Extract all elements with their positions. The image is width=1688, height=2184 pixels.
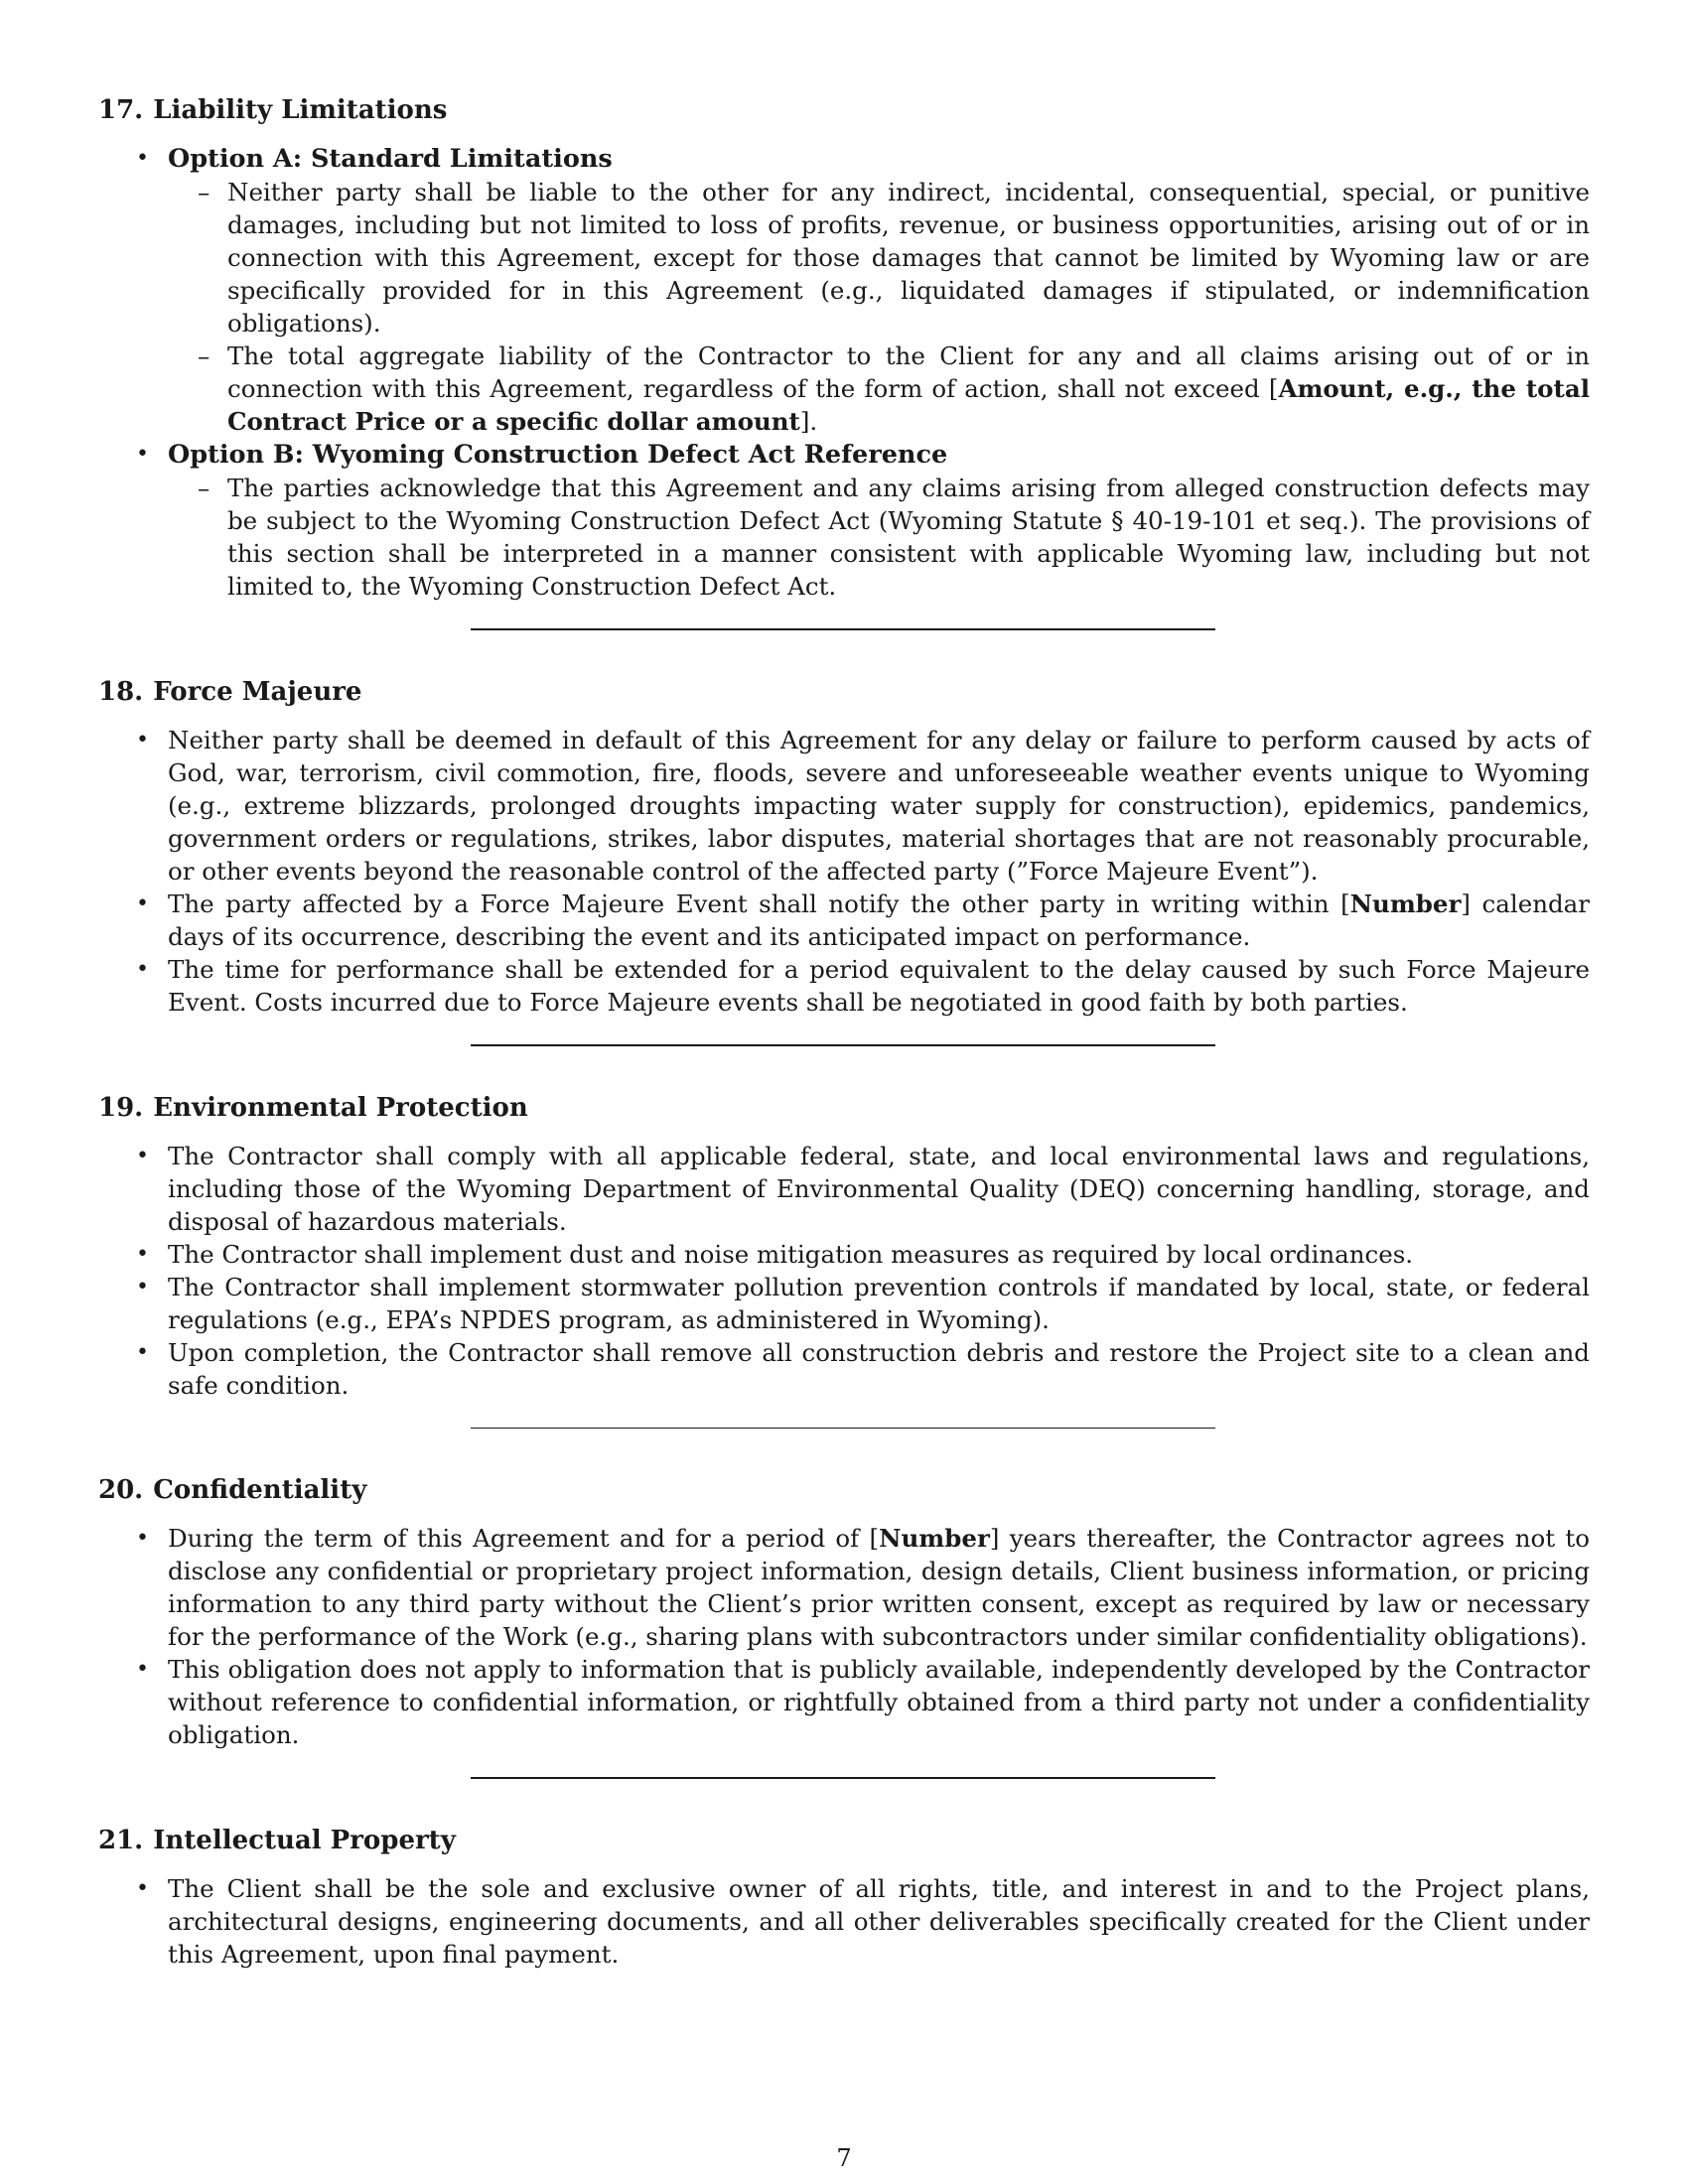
option-a-title: Option A: Standard Limitations: [168, 144, 613, 174]
list-item: • Neither party shall be deemed in default of this Agreement for any delay or failure to perform caused by acts of God, war, terrorism, civil commotion, fire, floods, severe and unforeseeable weather events unique to Wyoming (e.g., extreme blizzards, prolonged droughts impacting water supply for construction), epidemics, pandemics, government orders or regulations, strikes, labor disputes, material shortages that are not reasonably procurable, or other events beyond the reasonable control of the affected party (”Force Majeure Event”).: [98, 724, 1590, 887]
list-item: • This obligation does not apply to information that is publicly available, independently developed by the Contractor without reference to confidential information, or rightfully obtained from a third party not under a confidentiality obligation.: [98, 1653, 1590, 1751]
list-item: • During the term of this Agreement and for a period of [Number] years thereafter, the Contractor agrees not to disclose any confidential or proprietary project information, design details, Client business information, or pricing information to any third party without the Client’s prior written consent, except as required by law or necessary for the performance of the Work (e.g., sharing plans with subcontractors under similar confidentiality obligations).: [98, 1522, 1590, 1653]
list-item: • The Contractor shall implement stormwater pollution prevention controls if mandated by local, state, or federal regulations (e.g., EPA’s NPDES program, as administered in Wyoming).: [98, 1271, 1590, 1336]
section-18: [98, 676, 1590, 1019]
option-a-item: [98, 142, 1590, 438]
section-17: [98, 94, 1590, 603]
list-item: • The Contractor shall comply with all applicable federal, state, and local environmental laws and regulations, including those of the Wyoming Department of Environmental Quality (DEQ) concerning handling, storage, and disposal of hazardous materials.: [98, 1140, 1590, 1238]
section-divider: [471, 628, 1215, 630]
section-divider: [471, 1428, 1215, 1430]
placeholder-number: Number: [879, 1524, 990, 1553]
section-heading: 21. Intellectual Property: [98, 1825, 456, 1855]
section-heading: 19. Environmental Protection: [98, 1092, 528, 1123]
placeholder-amount: Amount, e.g., the total Contract Price or a specific dollar amount: [227, 374, 1590, 436]
option-a-paragraph-2: – The total aggregate liability of the Contractor to the Client for any and all claims arising out of or in connection with this Agreement, regardless of the form of action, shall not exceed [Amount, e.g., the total Contract Price or a specific dollar amount].: [168, 340, 1590, 438]
section-heading: 20. Confidentiality: [98, 1475, 367, 1505]
option-b-item: [98, 438, 1590, 603]
list-item: • Upon completion, the Contractor shall remove all construction debris and restore the Project site to a clean and safe condition.: [98, 1336, 1590, 1402]
list-item: • The Client shall be the sole and exclusive owner of all rights, title, and interest in and to the Project plans, architectural designs, engineering documents, and all other deliverables specifically created for the Client under this Agreement, upon final payment.: [98, 1872, 1590, 1971]
list-item: • The party affected by a Force Majeure Event shall notify the other party in writing within [Number] calendar days of its occurrence, describing the event and its anticipated impact on performance.: [98, 887, 1590, 953]
section-divider: [471, 1777, 1215, 1779]
section-20: [98, 1474, 1590, 1751]
section-divider: [471, 1044, 1215, 1046]
option-b-paragraph-1: – The parties acknowledge that this Agreement and any claims arising from alleged construction defects may be subject to the Wyoming Construction Defect Act (Wyoming Statute § 40-19-101 et seq.). The provisions of this section shall be interpreted in a manner consistent with applicable Wyoming law, including but not limited to, the Wyoming Construction Defect Act.: [168, 472, 1590, 603]
section-heading: 17. Liability Limitations: [98, 95, 448, 125]
placeholder-number: Number: [1349, 889, 1462, 918]
document-page: [98, 94, 1590, 1971]
option-b-title: Option B: Wyoming Construction Defect Act Reference: [168, 440, 948, 470]
section-19: [98, 1092, 1590, 1402]
list-item: • The time for performance shall be extended for a period equivalent to the delay caused by such Force Majeure Event. Costs incurred due to Force Majeure events shall be negotiated in good faith by both parties.: [98, 953, 1590, 1019]
page-number: 7: [836, 2144, 852, 2172]
section-21: [98, 1825, 1590, 1971]
option-a-paragraph-1: – Neither party shall be liable to the other for any indirect, incidental, consequential, special, or punitive damages, including but not limited to loss of profits, revenue, or business opportunities, arising out of or in connection with this Agreement, except for those damages that cannot be limited by Wyoming law or are specifically provided for in this Agreement (e.g., liquidated damages if stipulated, or indemnification obligations).: [168, 176, 1590, 340]
list-item: • The Contractor shall implement dust and noise mitigation measures as required by local ordinances.: [98, 1238, 1590, 1271]
section-heading: 18. Force Majeure: [98, 677, 362, 707]
